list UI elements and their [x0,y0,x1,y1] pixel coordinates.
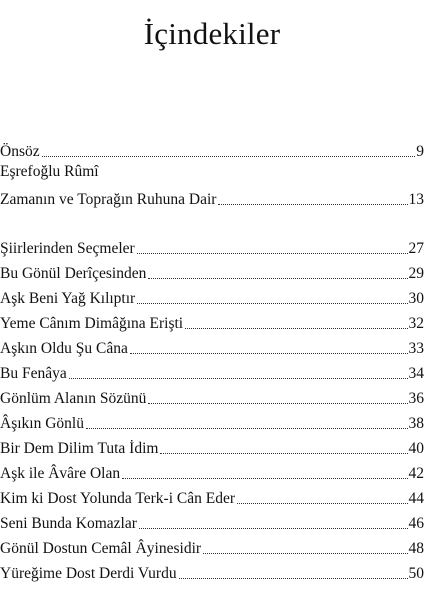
toc-entry-label: Zamanın ve Toprağın Ruhuna Dair [0,191,217,208]
dot-leader [237,503,408,504]
toc-entry-page: 38 [408,415,424,432]
toc-entry-ask-ile-avare[interactable] [0,462,424,484]
toc-entry-label: Aşkın Oldu Şu Câna [0,340,128,357]
toc-entry-page: 13 [408,191,424,208]
toc-entry-bir-dem-dilim[interactable] [0,437,424,459]
dot-leader [130,353,408,354]
toc-entry-label: Kim ki Dost Yolunda Terk-i Cân Eder [0,490,235,507]
toc-entry-page: 48 [408,540,424,557]
toc-entry-gonul-dostun[interactable] [0,537,424,559]
toc-entry-ask-beni-yag-kiliptir[interactable] [0,287,424,309]
dot-leader [203,553,407,554]
toc-entry-page: 33 [408,340,424,357]
toc-entry-label: Yüreğime Dost Derdi Vurdu [0,565,177,582]
toc-entry-page: 9 [416,143,424,160]
toc-entry-label: Bu Fenâya [0,365,67,382]
toc-entry-kim-ki-dost[interactable] [0,487,424,509]
toc-entry-label: Önsöz [0,143,40,160]
toc-entry-page: 46 [408,515,424,532]
dot-leader [42,156,416,157]
dot-leader [137,303,407,304]
toc-entry-yeme-canim[interactable] [0,312,424,334]
dot-leader [185,328,407,329]
dot-leader [122,478,407,479]
toc-entry-page: 32 [408,315,424,332]
toc-entry-page: 50 [408,565,424,582]
toc-entry-page: 27 [408,240,424,257]
dot-leader [86,428,408,429]
dot-leader [137,253,408,254]
dot-leader [148,278,407,279]
toc-entry-page: 29 [408,265,424,282]
toc-entry-page: 40 [408,440,424,457]
page-title: İçindekiler [143,16,281,51]
toc-entry-label: Aşk Beni Yağ Kılıptır [0,290,136,307]
toc-entry-seni-bunda[interactable] [0,512,424,534]
toc-entry-bu-gonul-dericesinden[interactable] [0,262,424,284]
toc-entry-label: Şiirlerinden Seçmeler [0,240,135,257]
toc-entry-onsoz[interactable] [0,140,424,162]
toc-entry-esrefoglu-rumi: Eşrefoğlu Rûmî [0,163,99,180]
dot-leader [179,578,408,579]
toc-entry-gonlum-alanin[interactable] [0,387,424,409]
toc-entry-siirlerinden-secmeler[interactable] [0,237,424,259]
dot-leader [139,528,408,529]
toc-entry-bu-fenaya[interactable] [0,362,424,384]
toc-entry-zamanin-ve-topragin[interactable] [0,188,424,210]
toc-entry-label: Gönlüm Alanın Sözünü [0,390,147,407]
toc-entry-label: Bu Gönül Derîçesinden [0,265,147,282]
toc-entry-page: 42 [408,465,424,482]
toc-entry-label: Bir Dem Dilim Tuta İdim [0,440,159,457]
dot-leader [160,453,407,454]
toc-entry-label: Gönül Dostun Cemâl Âyinesidir [0,540,202,557]
toc-entry-page: 34 [408,365,424,382]
toc-entry-page: 44 [408,490,424,507]
toc-entry-label: Seni Bunda Komazlar [0,515,137,532]
toc-entry-page: 30 [408,290,424,307]
toc-entry-label: Yeme Cânım Dimâğına Erişti [0,315,184,332]
dot-leader [148,403,407,404]
toc-entry-asikin-gonlu[interactable] [0,412,424,434]
toc-entry-label: Âşıkın Gönlü [0,415,84,432]
toc-entry-yuregime-dost[interactable] [0,562,424,584]
dot-leader [218,204,407,205]
toc-entry-askin-oldu[interactable] [0,337,424,359]
toc-entry-label: Aşk ile Âvâre Olan [0,465,121,482]
toc-entry-page: 36 [408,390,424,407]
dot-leader [69,378,408,379]
